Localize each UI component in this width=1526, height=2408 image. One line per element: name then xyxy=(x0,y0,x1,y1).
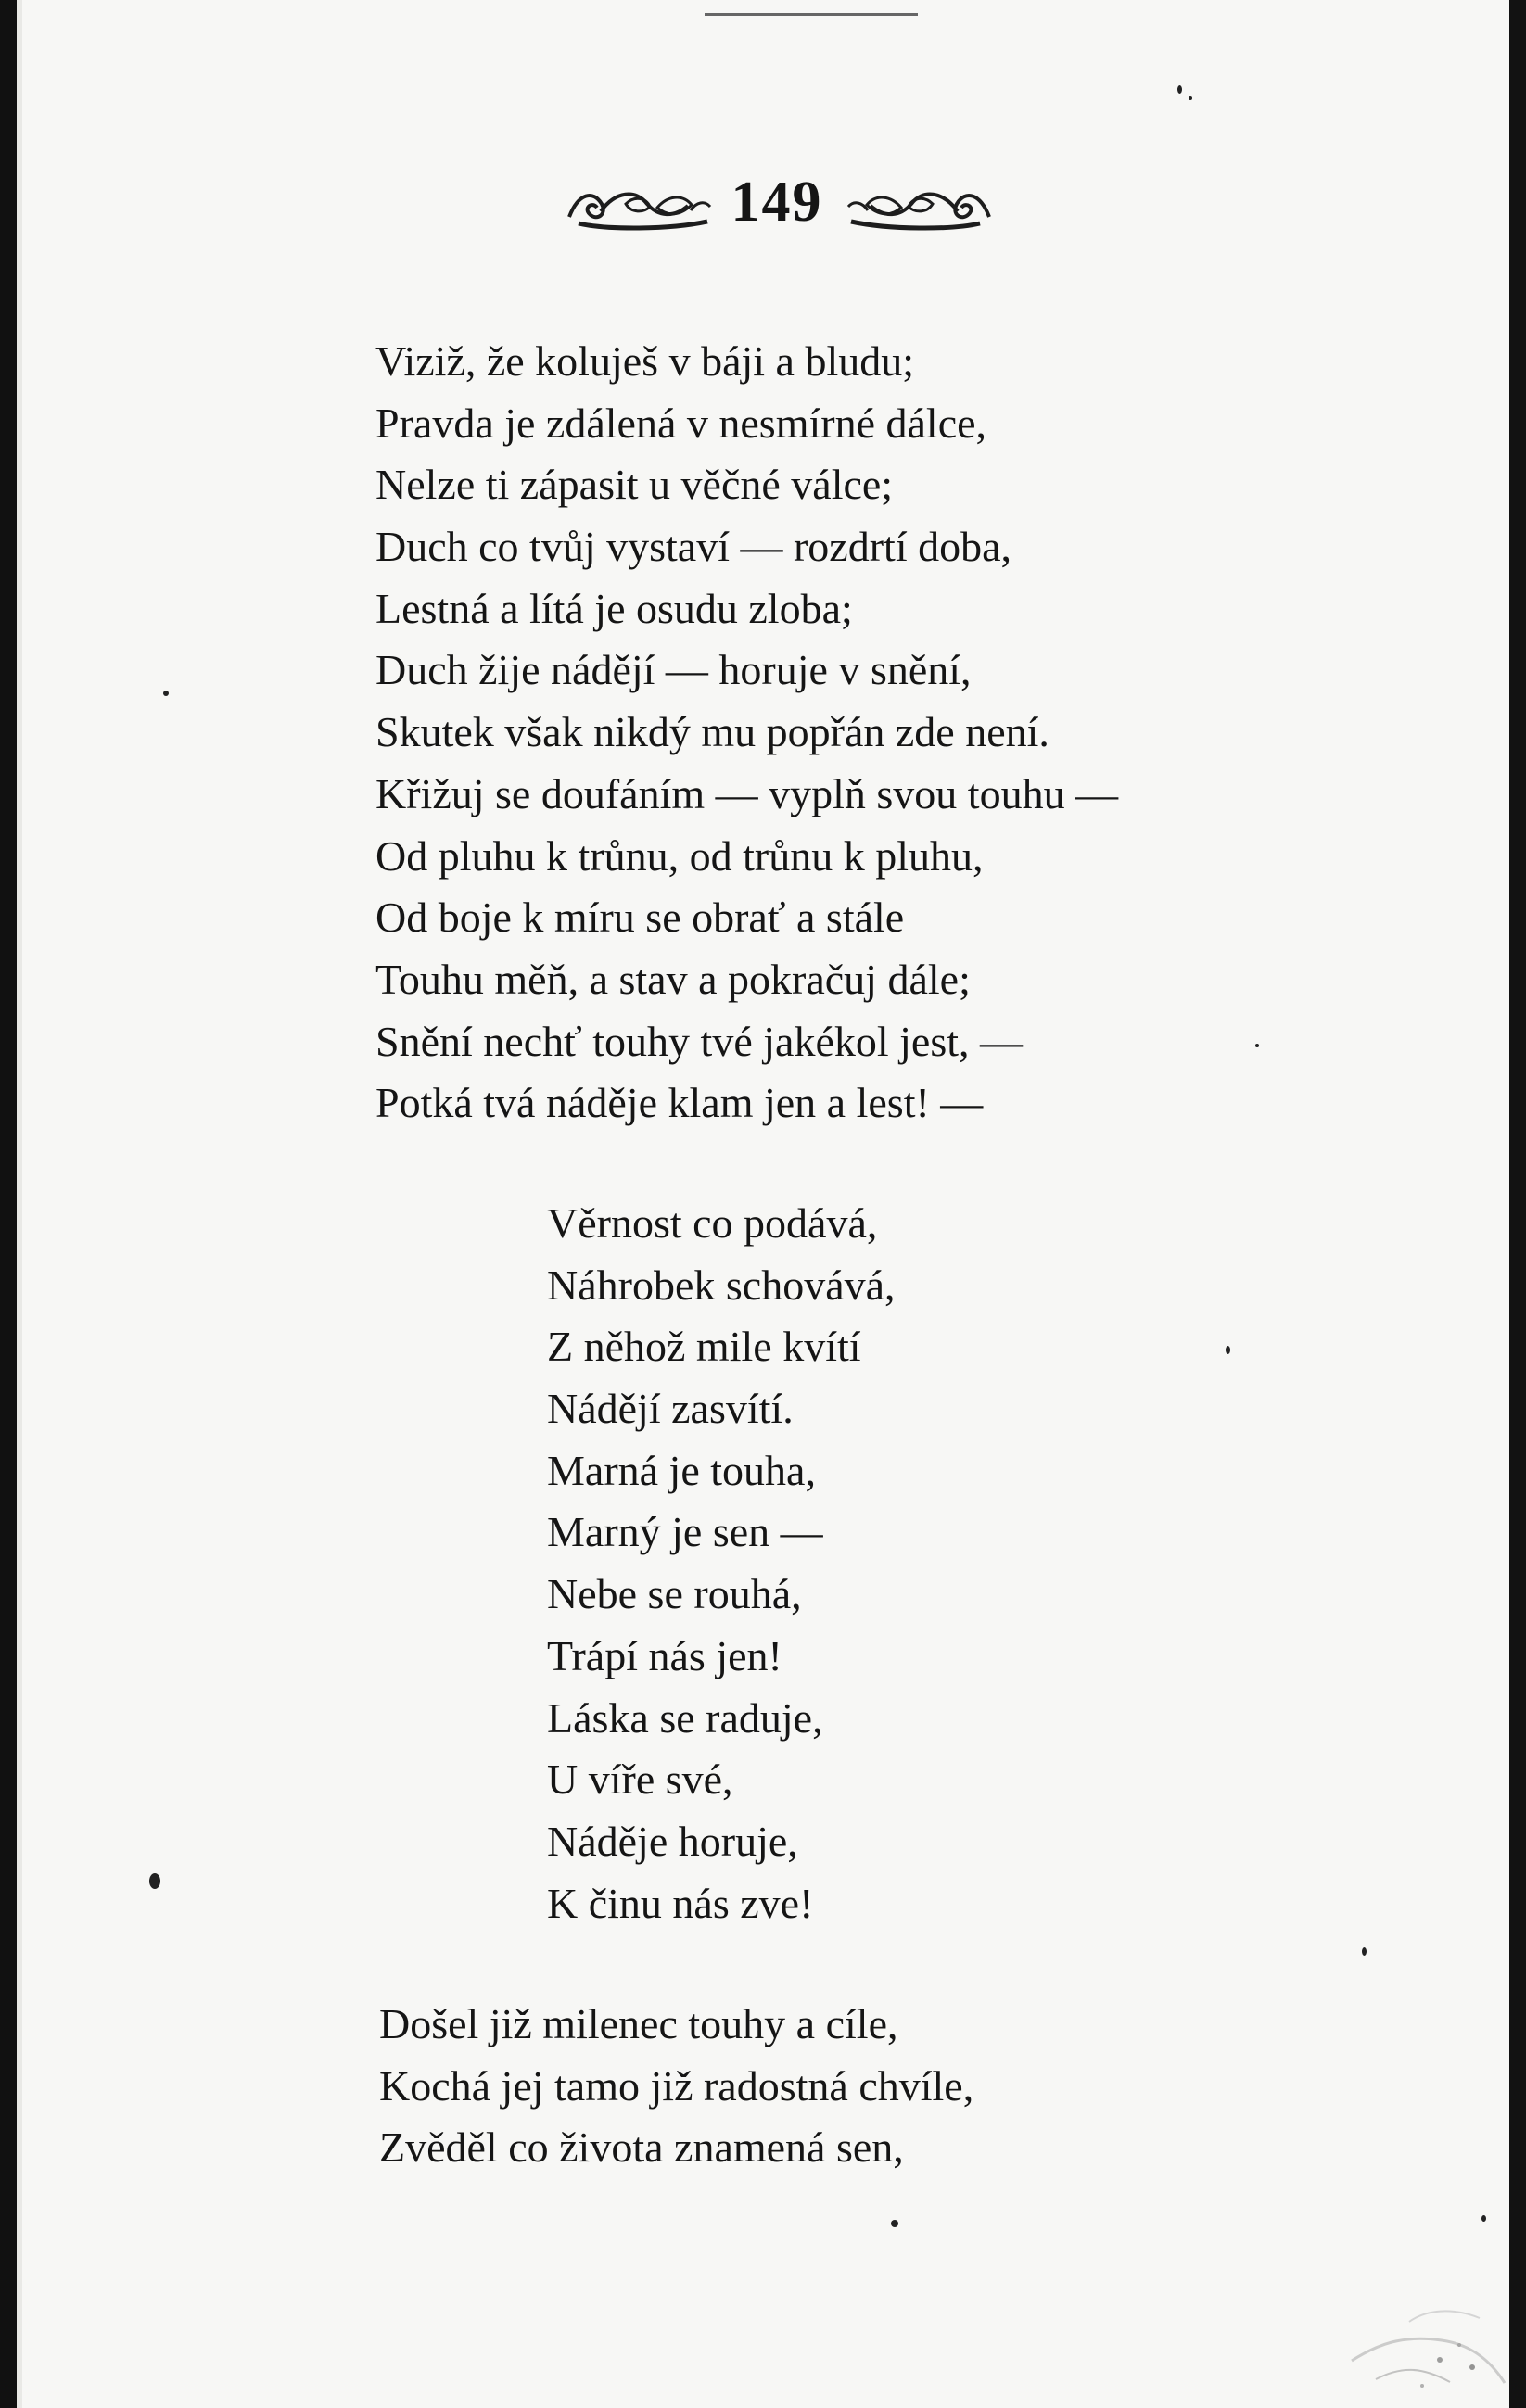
floral-ornament-icon xyxy=(844,182,997,232)
poem-stanza-final xyxy=(379,1994,973,2179)
poem-line: Kochá jej tamo již radostná chvíle, xyxy=(379,2061,974,2110)
poem-line: Nelze ti zápasit u věčné válce; xyxy=(375,461,894,509)
left-page-margin-strip xyxy=(17,0,22,2408)
ink-speck xyxy=(1481,2215,1486,2222)
poem-line: Náhrobek schovává, xyxy=(547,1261,896,1309)
poem-line: Skutek však nikdý mu popřán zde není. xyxy=(375,708,1049,756)
page-number: 149 xyxy=(731,171,823,234)
poem-line: Duch co tvůj vystaví — rozdrtí doba, xyxy=(375,523,1012,571)
poem-stanza-indented xyxy=(547,1193,896,1934)
poem-line: Nádějí zasvítí. xyxy=(547,1385,794,1433)
right-page-border xyxy=(1509,0,1526,2408)
poem-line: Křižuj se doufáním — vyplň svou touhu — xyxy=(375,769,1119,817)
left-page-border xyxy=(0,0,17,2408)
poem-line: Marná je touha, xyxy=(547,1446,816,1494)
poem-line: Zvěděl co života znamená sen, xyxy=(379,2123,904,2172)
poem-line: Od pluhu k trůnu, od trůnu k pluhu, xyxy=(375,831,984,880)
ink-speck xyxy=(1189,96,1192,100)
page-header xyxy=(0,165,1526,248)
ink-speck xyxy=(163,691,169,696)
ink-speck xyxy=(1177,85,1182,94)
poem-line: Pravda je zdálená v nesmírné dálce, xyxy=(375,399,987,447)
poem-stanza-first xyxy=(375,331,1118,1134)
top-rule xyxy=(705,13,918,16)
poem-line: Viziž, že koluješ v báji a bludu; xyxy=(375,337,915,385)
ink-speck xyxy=(149,1873,160,1889)
poem-line: U víře své, xyxy=(547,1755,733,1804)
poem-line: Lestná a lítá je osudu zloba; xyxy=(375,584,853,632)
poem-line: Od boje k míru se obrať a stále xyxy=(375,893,905,942)
ink-speck xyxy=(1255,1044,1259,1047)
poem-line: Trápí nás jen! xyxy=(547,1631,782,1679)
poem-line: Láska se raduje, xyxy=(547,1693,823,1742)
poem-line: Nebe se rouhá, xyxy=(547,1570,802,1618)
ink-speck xyxy=(891,2220,898,2227)
poem-line: Marný je sen — xyxy=(547,1508,823,1556)
paper-stain xyxy=(1305,2250,1509,2408)
ink-speck xyxy=(1362,1947,1367,1956)
poem-line: Z něhož mile kvítí xyxy=(547,1323,861,1371)
poem-line: Náděje horuje, xyxy=(547,1817,798,1865)
floral-ornament-icon xyxy=(562,182,715,232)
poem-line: Došel již milenec touhy a cíle, xyxy=(379,2000,898,2047)
poem-line: Duch žije nádějí — horuje v snění, xyxy=(375,646,972,694)
ink-speck xyxy=(1226,1346,1230,1354)
poem-line: K činu nás zve! xyxy=(547,1879,814,1927)
poem-line: Snění nechť touhy tvé jakékol jest, — xyxy=(375,1017,1024,1065)
poem-line: Věrnost co podává, xyxy=(547,1199,878,1247)
poem-line: Potká tvá náděje klam jen a lest! — xyxy=(375,1079,984,1127)
poem-line: Touhu měň, a stav a pokračuj dále; xyxy=(375,955,971,1003)
